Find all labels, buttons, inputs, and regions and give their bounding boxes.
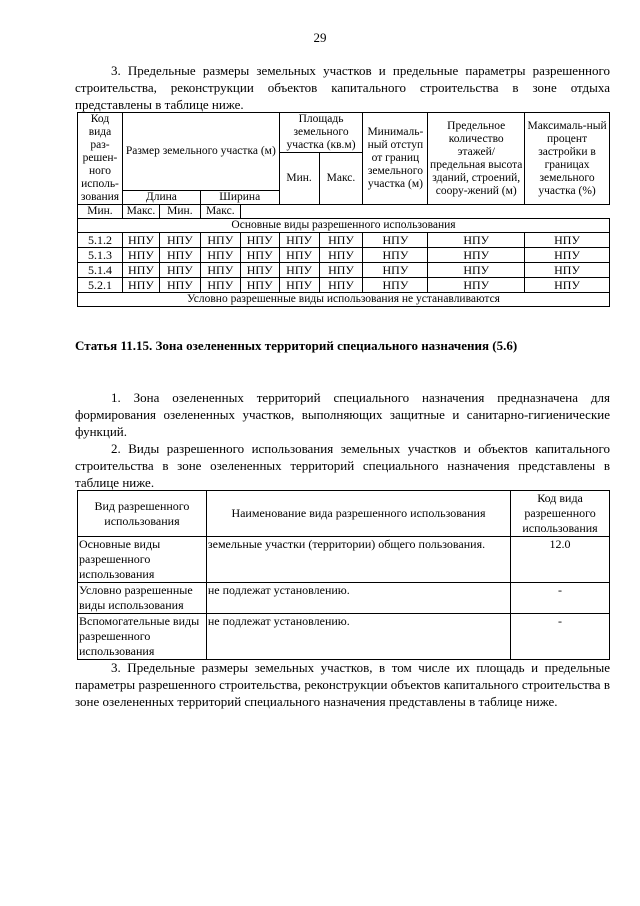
header-width-max: Макс. [200,205,240,219]
table-row [78,248,610,263]
cell: НПУ [200,248,240,263]
usage-code: 12.0 [511,537,610,583]
usage-type: Условно разрешенные виды использования [78,583,207,614]
cell: НПУ [428,278,525,293]
header-width-min: Мин. [159,205,200,219]
header-area-max: Макс. [319,153,363,205]
cell: НПУ [200,278,240,293]
header-usage-code: Код вида разрешенного использования [511,491,610,537]
cell: НПУ [525,278,610,293]
header-width: Ширина [200,191,279,205]
cell: НПУ [122,263,159,278]
cell: НПУ [159,278,200,293]
cell: НПУ [363,248,428,263]
cell: НПУ [200,263,240,278]
cell: НПУ [428,233,525,248]
cell: НПУ [122,278,159,293]
usage-name: не подлежат установлению. [206,583,510,614]
usage-name: не подлежат установлению. [206,614,510,660]
cell: НПУ [363,233,428,248]
cell: НПУ [279,248,319,263]
cell: НПУ [240,248,279,263]
table-row [78,537,610,583]
usage-type: Основные виды разрешенного использования [78,537,207,583]
cell: НПУ [279,278,319,293]
header-area: Площадь земельного участка (кв.м) [279,113,363,153]
row-code: 5.1.2 [78,233,123,248]
article-heading: Статья 11.15. Зона озелененных территорий специального назначения (5.6) [75,338,518,353]
cell: НПУ [159,233,200,248]
cell: НПУ [240,233,279,248]
cell: НПУ [200,233,240,248]
usage-type: Вспомогательные виды разрешенного использования [78,614,207,660]
cell: НПУ [122,233,159,248]
paragraph-zone-purpose: 1. Зона озелененных территорий специального назначения предназначена для формирования озелененных участков, выполняющих защитные и санитарно-гигиенические функций. [75,390,610,439]
header-code: Код вида раз-решен-ного исполь-зования [78,113,123,205]
cell: НПУ [428,263,525,278]
header-size: Размер земельного участка (м) [122,113,279,191]
header-usage-type: Вид разрешенного использования [78,491,207,537]
cell: НПУ [319,278,363,293]
usage-types-table [77,490,610,660]
paragraph-zone-uses: 2. Виды разрешенного использования земельных участков и объектов капитального строительства в зоне озелененных территорий специального назначения представлены в таблице ниже. [75,441,610,490]
table-row [78,278,610,293]
header-usage-name: Наименование вида разрешенного использования [206,491,510,537]
cell: НПУ [240,263,279,278]
table-row [78,263,610,278]
header-setback: Минималь-ный отступ от границ земельного участка (м) [363,113,428,205]
header-length-min: Мин. [78,205,123,219]
cell: НПУ [319,263,363,278]
cell: НПУ [279,263,319,278]
row-code: 5.1.4 [78,263,123,278]
cell: НПУ [363,263,428,278]
parameters-table [77,112,610,307]
cell: НПУ [159,248,200,263]
cell: НПУ [525,248,610,263]
section-main-uses: Основные виды разрешенного использования [78,219,610,233]
cell: НПУ [279,233,319,248]
cell: НПУ [319,248,363,263]
header-length: Длина [122,191,200,205]
cell: НПУ [319,233,363,248]
table-row [78,233,610,248]
usage-code: - [511,583,610,614]
row-code: 5.1.3 [78,248,123,263]
cell: НПУ [240,278,279,293]
section-conditional-uses: Условно разрешенные виды использования не устанавливаются [78,293,610,307]
cell: НПУ [525,233,610,248]
page-number: 29 [313,30,327,45]
cell: НПУ [428,248,525,263]
cell: НПУ [159,263,200,278]
usage-code: - [511,614,610,660]
cell: НПУ [363,278,428,293]
paragraph-zone-rest-limits: 3. Предельные размеры земельных участков и предельные параметры разрешенного строительства, реконструкции объектов капитального строительства в зоне отдыха представлены в таблице ниже. [75,63,610,112]
cell: НПУ [525,263,610,278]
header-length-max: Макс. [122,205,159,219]
header-area-min: Мин. [279,153,319,205]
header-floors: Предельное количество этажей/ предельная высота зданий, строений, соору-жений (м) [428,113,525,205]
row-code: 5.2.1 [78,278,123,293]
cell: НПУ [122,248,159,263]
table-row [78,583,610,614]
usage-name: земельные участки (территории) общего пользования. [206,537,510,583]
header-coverage: Максималь-ный процент застройки в границах земельного участка (%) [525,113,610,205]
table-row [78,614,610,660]
paragraph-zone-green-limits: 3. Предельные размеры земельных участков, в том числе их площадь и предельные параметры разрешенного строительства, реконструкции объектов капитального строительства в зоне озелененных территорий специального назначения представлены в таблице ниже. [75,660,610,709]
